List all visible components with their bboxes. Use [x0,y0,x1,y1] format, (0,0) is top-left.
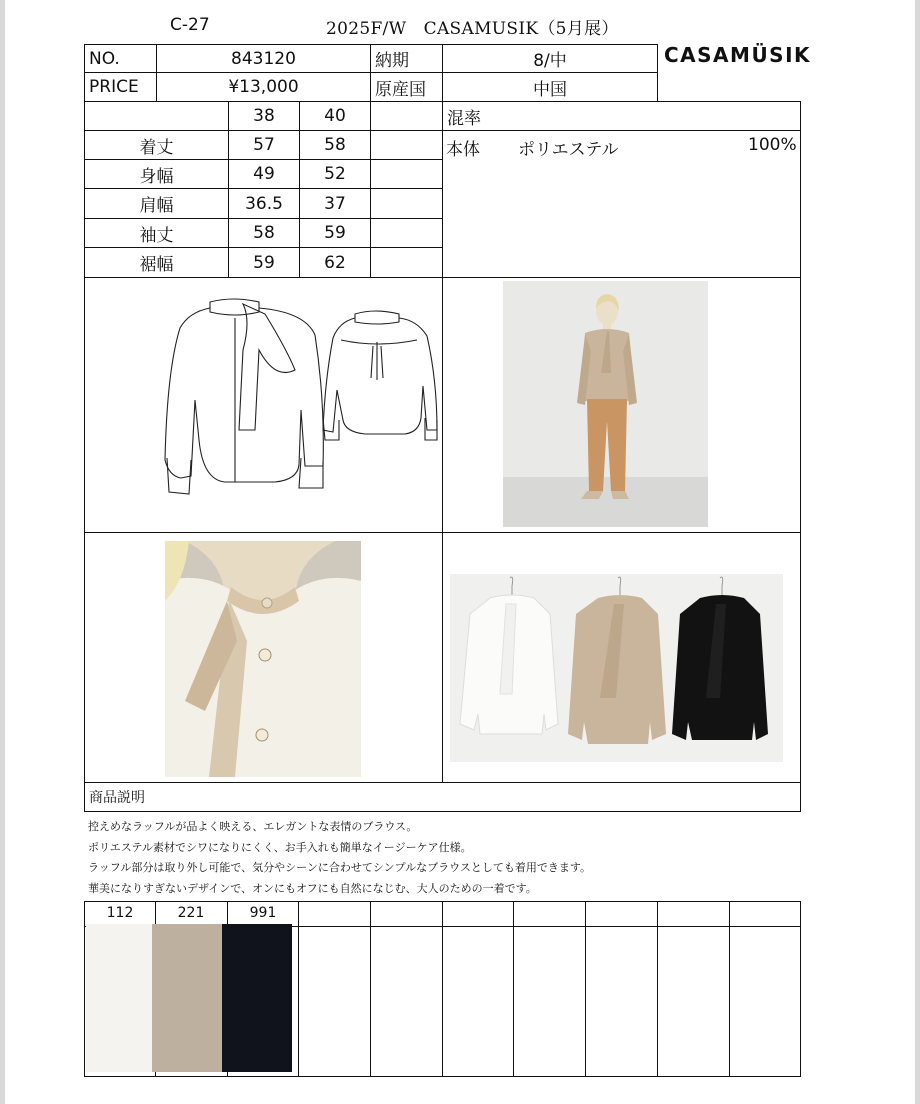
hanger-photo [450,574,783,762]
sketch-front-right-cuff [299,458,323,488]
size-header-empty [370,101,443,131]
price-label: PRICE [84,72,157,102]
page-edge-left [0,0,5,1104]
size-value: 58 [299,130,371,160]
model-figure [503,281,708,527]
page-edge-right [915,0,920,1104]
swatch-divider [585,901,586,1077]
size-value: 59 [299,218,371,248]
description-label: 商品説明 [84,782,801,812]
sketch-front-left-cuff [167,458,191,494]
detail-closeup [165,541,361,777]
swatch-divider [298,901,299,1077]
size-value: 59 [228,247,300,278]
size-header-38: 38 [228,101,300,131]
size-header-40: 40 [299,101,371,131]
size-value: 52 [299,159,371,189]
size-value: 49 [228,159,300,189]
sketch-back-body [323,318,437,434]
collection-title: 2025F/W CASAMUSIK（5月展） [326,19,619,39]
sketch-front-body [165,308,323,482]
item-code: C-27 [170,15,210,35]
fabric-swatch [222,924,292,1072]
size-row-label: 肩幅 [84,188,229,219]
no-label: NO. [84,44,157,73]
technical-sketch [155,290,440,515]
detail-photo [165,541,361,777]
composition-part: 本体 [446,140,480,160]
swatch-code: 991 [249,905,277,921]
delivery-label: 納期 [370,44,443,73]
size-value: 37 [299,188,371,219]
sketch-back-left-cuff [323,418,339,440]
no-value: 843120 [156,44,371,73]
size-empty [370,247,443,278]
sketch-back-pleat [371,342,383,380]
swatch-divider [729,901,730,1077]
origin-value: 中国 [442,72,658,102]
swatch-divider [513,901,514,1077]
size-empty [370,218,443,248]
swatch-divider [657,901,658,1077]
swatch-code: 112 [106,905,134,921]
size-corner [84,101,229,131]
brand-logo: CASAMÜSIK [664,43,812,67]
swatch-divider [370,901,371,1077]
swatch-divider [442,901,443,1077]
fabric-swatch [86,924,152,1072]
origin-label: 原産国 [370,72,443,102]
description-line: ラッフル部分は取り外し可能で、気分やシーンに合わせてシンプルなブラウスとしても着用できます。 [88,861,591,874]
model-photo [503,281,708,527]
description-line: 控えめなラッフルが品よく映える、エレガントな表情のブラウス。 [88,820,418,833]
price-value: ¥13,000 [156,72,371,102]
size-empty [370,188,443,219]
size-value: 58 [228,218,300,248]
description-line: 華美になりすぎないデザインで、オンにもオフにも自然になじむ、大人のための一着です。 [88,882,537,895]
size-value: 57 [228,130,300,160]
swatch-code: 221 [177,905,205,921]
composition-label: 混率 [442,101,801,131]
sketch-front-bow [239,304,295,430]
size-value: 62 [299,247,371,278]
size-row-label: 袖丈 [84,218,229,248]
fabric-swatch [152,924,222,1072]
size-row-label: 着丈 [84,130,229,160]
description-line: ポリエステル素材でシワになりにくく、お手入れも簡単なイージーケア仕様。 [88,841,472,854]
size-value: 36.5 [228,188,300,219]
hanger-lineup [450,574,783,762]
delivery-value: 8/中 [442,44,658,73]
size-row-label: 身幅 [84,159,229,189]
composition-percent: 100% [748,135,797,155]
composition-material: ポリエステル [518,140,619,160]
size-empty [370,159,443,189]
size-empty [370,130,443,160]
sketch-back-collar [355,311,399,324]
size-row-label: 裾幅 [84,247,229,278]
sketch-back-yoke [341,340,417,344]
sketch-front-collar [210,299,259,315]
